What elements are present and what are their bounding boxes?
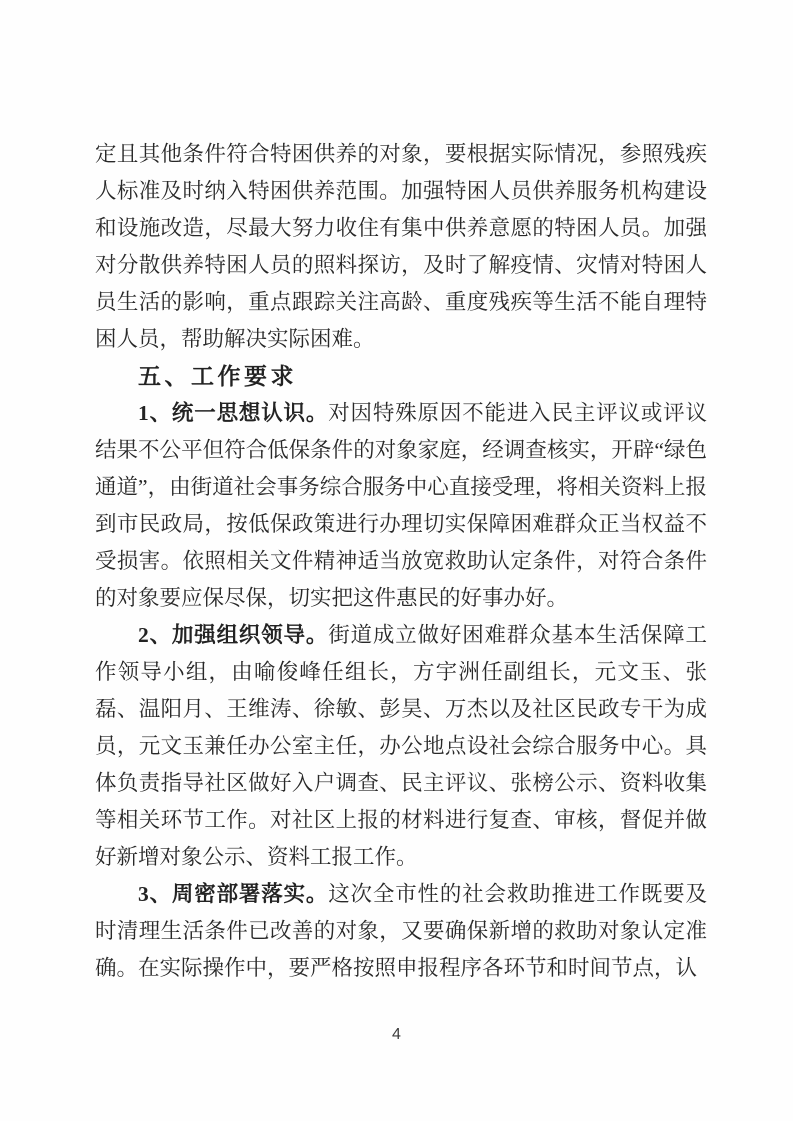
section-heading: 五、工作要求 [138, 363, 297, 389]
numbered-paragraph-1 [95, 395, 707, 617]
numbered-paragraph-3 [95, 876, 707, 987]
numbered-paragraph-2-lead: 2、加强组织领导。 [138, 623, 329, 647]
numbered-paragraph-2-body: 街道成立做好困难群众基本生活保障工作领导小组，由喻俊峰任组长，方宇洲任副组长，元文玉、张磊、温阳月、王维涛、徐敏、彭昊、万杰以及社区民政专干为成员，元文玉兼任办公室主任，办公地点设社会综合服务中心。具体负责指导社区做好入户调查、民主评议、张榜公示、资料收集等相关环节工作。对社区上报的材料进行复查、审核，督促并做好新增对象公示、资料工报工作。 [95, 623, 707, 869]
page-number: 4 [392, 1026, 401, 1043]
continuation-paragraph: 定且其他条件符合特困供养的对象，要根据实际情况，参照残疾人标准及时纳入特困供养范围。加强特困人员供养服务机构建设和设施改造，尽最大努力收住有集中供养意愿的特困人员。加强对分散供养特困人员的照料探访，及时了解疫情、灾情对特困人员生活的影响，重点跟踪关注高龄、重度残疾等生活不能自理特困人员，帮助解决实际困难。 [95, 142, 707, 351]
numbered-paragraph-1-lead: 1、统一思想认识。 [138, 401, 329, 425]
numbered-paragraph-1-body: 对因特殊原因不能进入民主评议或评议结果不公平但符合低保条件的对象家庭，经调查核实，开辟“绿色通道”，由街道社会事务综合服务中心直接受理，将相关资料上报到市民政局，按低保政策进行办理切实保障困难群众正当权益不受损害。依照相关文件精神适当放宽救助认定条件，对符合条件的对象要应保尽保，切实把这件惠民的好事办好。 [95, 401, 707, 610]
numbered-paragraph-3-body: 这次全市性的社会救助推进工作既要及时清理生活条件已改善的对象，又要确保新增的救助对象认定准确。在实际操作中，要严格按照申报程序各环节和时间节点，认 [95, 882, 707, 980]
numbered-paragraph-2 [95, 617, 707, 876]
document-content [95, 136, 707, 987]
numbered-paragraph-3-lead: 3、周密部署落实。 [138, 882, 329, 906]
